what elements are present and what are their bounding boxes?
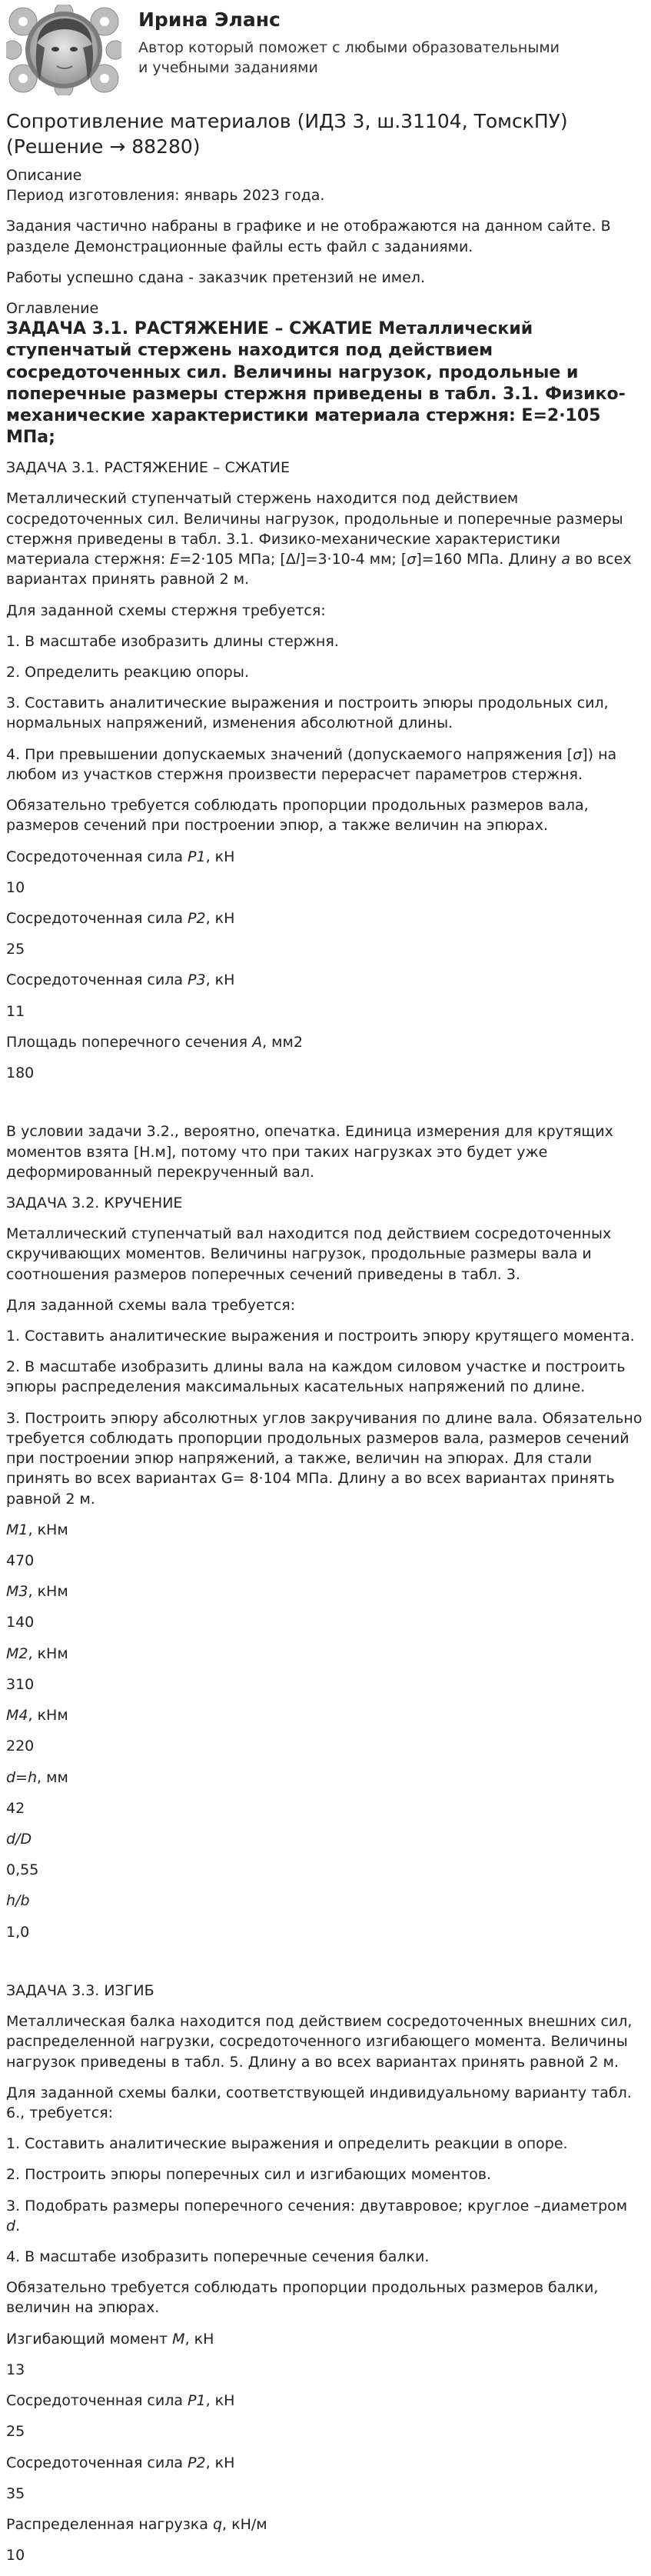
task33-m-value: 13 [6, 2361, 25, 2378]
task32-m1-sym: M1 [6, 1521, 28, 1538]
task31-area-unit: , мм2 [262, 1033, 303, 1051]
task33-m-sym: M [172, 2330, 185, 2348]
task33-q-sym: q [212, 2516, 223, 2533]
task33-p2-unit: , кН [205, 2454, 235, 2471]
task33-q-unit: , кН/м [222, 2516, 267, 2533]
task33-m-label [6, 2329, 645, 2349]
task33-req-3-sym: d [6, 2217, 16, 2234]
task32-m2-unit: , кНм [28, 1645, 68, 1662]
avatar-image [6, 5, 121, 95]
task31-p2-label [6, 908, 645, 928]
task31-p1-text: Сосредоточенная сила [6, 848, 188, 865]
task33-req-4: 4. В масштабе изобразить поперечные сечения балки. [6, 2248, 430, 2266]
task32-m2-label [6, 1644, 645, 1664]
task31-sym-e: E [170, 551, 180, 568]
task33-q-label [6, 2514, 645, 2534]
task33-p1-sym: P1 [188, 2392, 206, 2410]
task31-intro-d: ]=160 МПа. Длину [416, 551, 562, 568]
task31-p1-value: 10 [6, 878, 25, 896]
task33-req-3-a: 3. Подобрать размеры поперечного сечения: двутавровое; круглое –диаметром [6, 2197, 628, 2214]
task33-p2-sym: P2 [188, 2454, 206, 2471]
task33-req-2: 2. Построить эпюры поперечных сил и изгибающих моментов. [6, 2166, 492, 2184]
task31-p3-unit: , кН [205, 971, 235, 989]
avatar[interactable] [6, 5, 121, 95]
task31-area-value: 180 [6, 1065, 35, 1082]
task32-m3-label [6, 1581, 645, 1601]
task32-title: ЗАДАЧА 3.2. КРУЧЕНИЕ [6, 1194, 183, 1211]
description-label: Описание [6, 167, 82, 184]
task31-sym-sigma: σ [407, 551, 417, 568]
task33-p2-text: Сосредоточенная сила [6, 2454, 188, 2471]
task32-m3-unit: , кНм [28, 1583, 68, 1601]
task31-area-sym: A [252, 1033, 263, 1051]
task32-m1-label [6, 1520, 645, 1540]
task31-p1-sym: P1 [188, 848, 206, 865]
task33-p2-value: 35 [6, 2484, 25, 2502]
author-header [0, 0, 651, 98]
task32-m3-sym: M3 [6, 1583, 28, 1601]
task33-m-text: Изгибающий момент [6, 2330, 173, 2348]
task33-p1-label [6, 2391, 645, 2411]
task32-req-2: 2. В масштабе изобразить длины вала на каждом силовом участке и построить эпюры распределения максимальных касательных напряжений по длине. [6, 1358, 626, 1396]
main-content [0, 98, 651, 2565]
task32-m4-unit: , кНм [28, 1707, 68, 1725]
task33-req-3 [6, 2196, 645, 2236]
task31-p2-unit: , кН [205, 909, 235, 927]
task32-m4-label [6, 1705, 645, 1725]
task31-intro-a: Металлический ступенчатый стержень находится под действием сосредоточенных сил. Величины нагрузок, продольные и поперечные размеры стержня приведены в табл. 3.1. Физико-механические характеристики материала стержня: [6, 490, 623, 568]
task31-req-4-b: ]) на любом из участков стержня произвести перерасчет параметров стержня. [6, 745, 617, 783]
task32-req-3: 3. Построить эпюру абсолютных углов закручивания по длине вала. Обязательно требуется соблюдать пропорции продольных размеров вала, размеров сечений при построении эпюр напряжений, а также, величин на эпюрах. Для стали принять во всех вариантах G= 8·104 МПа. Длину a во всех вариантах принять равной 2 м. [6, 1409, 643, 1508]
task31-p2-text: Сосредоточенная сила [6, 909, 188, 927]
task33-p1-unit: , кН [205, 2392, 235, 2410]
task32-dh-label [6, 1768, 645, 1788]
author-description: Автор который поможет с любыми образовательными и учебными заданиями [138, 38, 560, 77]
task32-hb-sym: h/b [6, 1892, 30, 1910]
task31-p1-unit: , кН [205, 848, 235, 865]
task33-p1-text: Сосредоточенная сила [6, 2392, 188, 2410]
task32-m1-unit: , кНм [28, 1521, 68, 1538]
task32-m4-sym: M4 [6, 1707, 28, 1725]
task31-p2-sym: P2 [188, 909, 206, 927]
task32-hb-label [6, 1891, 645, 1911]
task33-must: Обязательно требуется соблюдать пропорции продольных размеров балки, величин на эпюрах. [6, 2279, 599, 2317]
task32-hb-value: 1,0 [6, 1923, 30, 1941]
task32-dD-sym: d/D [6, 1830, 32, 1848]
task31-intro [6, 488, 645, 589]
task31-area-text: Площадь поперечного сечения [6, 1033, 253, 1051]
task32-dh-unit: , мм [37, 1768, 68, 1786]
tasks-note: Задания частично набраны в графике и не отображаются на данном сайте. В разделе Демонстрационные файлы есть файл с заданиями. [6, 218, 611, 255]
task31-req-2: 2. Определить реакцию опоры. [6, 664, 249, 681]
task33-title: ЗАДАЧА 3.3. ИЗГИБ [6, 1981, 154, 1999]
task33-requirements: Для заданной схемы балки, соответствующей индивидуальному варианту табл. 6., требуется: [6, 2084, 632, 2121]
task32-dh-sym: d=h [6, 1768, 38, 1786]
task31-p3-value: 11 [6, 1002, 25, 1020]
task31-title: ЗАДАЧА 3.1. РАСТЯЖЕНИЕ – СЖАТИЕ [6, 459, 291, 477]
task32-m3-value: 140 [6, 1614, 35, 1631]
task31-intro-e: во всех вариантах принять равной 2 м. [6, 551, 632, 588]
task31-area-label [6, 1032, 645, 1052]
task31-req-1: 1. В масштабе изобразить длины стержня. [6, 632, 339, 650]
task32-req-1: 1. Составить аналитические выражения и построить эпюру крутящего момента. [6, 1328, 635, 1345]
task31-sym-a: a [561, 551, 571, 568]
done-note: Работы успешно сдана - заказчик претензий не имел. [6, 268, 426, 286]
spacer [6, 1953, 645, 1981]
task32-dD-value: 0,55 [6, 1861, 39, 1879]
task31-p2-value: 25 [6, 941, 25, 958]
spacer [6, 1094, 645, 1121]
task32-m2-sym: M2 [6, 1645, 28, 1662]
task32-requirements: Для заданной схемы вала требуется: [6, 1296, 296, 1314]
task31-p1-label [6, 847, 645, 867]
task33-q-value: 10 [6, 2547, 25, 2564]
task32-intro: Металлический ступенчатый вал находится под действием сосредоточенных скручивающих моментов. Величины нагрузок, продольные размеры вала и соотношения размеров поперечных сечений приведены в табл. 3. [6, 1225, 612, 1283]
toc-heading: ЗАДАЧА 3.1. РАСТЯЖЕНИЕ – СЖАТИЕ Металлический ступенчатый стержень находится под действием сосредоточенных сил. Величины нагрузок, продольные и поперечные размеры стержня приведены в табл. 3.1. Физико-механические характеристики материала стержня: E=2·105 МПа; [6, 319, 626, 448]
task32-m1-value: 470 [6, 1552, 35, 1569]
task32-dh-value: 42 [6, 1799, 25, 1817]
task32-m4-value: 220 [6, 1738, 35, 1755]
task33-intro: Металлическая балка находится под действием сосредоточенных внешних сил, распределенной нагрузки, сосредоточенного изгибающего момента. Величины нагрузок приведены в табл. 5. Длину a во всех вариантах принять равной 2 м. [6, 2013, 633, 2071]
task33-p2-label [6, 2453, 645, 2473]
task32-dD-label [6, 1829, 645, 1849]
task31-req-3: 3. Составить аналитические выражения и построить эпюры продольных сил, нормальных напряжений, изменения абсолютной длины. [6, 695, 609, 732]
task33-q-text: Распределенная нагрузка [6, 2516, 213, 2533]
period-text: Период изготовления: январь 2023 года. [6, 187, 325, 205]
task31-req-4-sigma: σ [573, 745, 583, 763]
page-title: Сопротивление материалов (ИДЗ 3, ш.31104, ТомскПУ) (Решение → 88280) [6, 110, 568, 158]
task33-req-1: 1. Составить аналитические выражения и определить реакции в опоре. [6, 2135, 568, 2153]
task31-p3-label [6, 970, 645, 990]
task31-must: Обязательно требуется соблюдать пропорции продольных размеров вала, размеров сечений при построении эпюр, а также величин на эпюрах. [6, 797, 589, 835]
task32-typo-note: В условии задачи 3.2., вероятно, опечатка. Единица измерения для крутящих моментов взята [Н.м], потому что при таких нагрузках это будет уже деформированный перекрученный вал. [6, 1123, 613, 1181]
task31-sym-l: l [295, 551, 301, 568]
task31-requirements: Для заданной схемы стержня требуется: [6, 602, 326, 619]
task31-p3-text: Сосредоточенная сила [6, 971, 188, 989]
author-name[interactable]: Ирина Эланс [138, 8, 281, 31]
task33-p1-value: 25 [6, 2423, 25, 2441]
toc-label: Оглавление [6, 300, 99, 318]
task31-p3-sym: P3 [188, 971, 206, 989]
task31-req-4-a: 4. При превышении допускаемых значений (допускаемого напряжения [ [6, 745, 573, 763]
task31-intro-c: ]=3·10-4 мм; [ [300, 551, 407, 568]
task33-m-unit: , кН [184, 2330, 214, 2348]
task31-intro-b: =2·105 МПа; [Δ [179, 551, 296, 568]
task33-req-3-b: . [15, 2217, 21, 2234]
task32-m2-value: 310 [6, 1675, 35, 1693]
task31-req-4 [6, 745, 645, 785]
